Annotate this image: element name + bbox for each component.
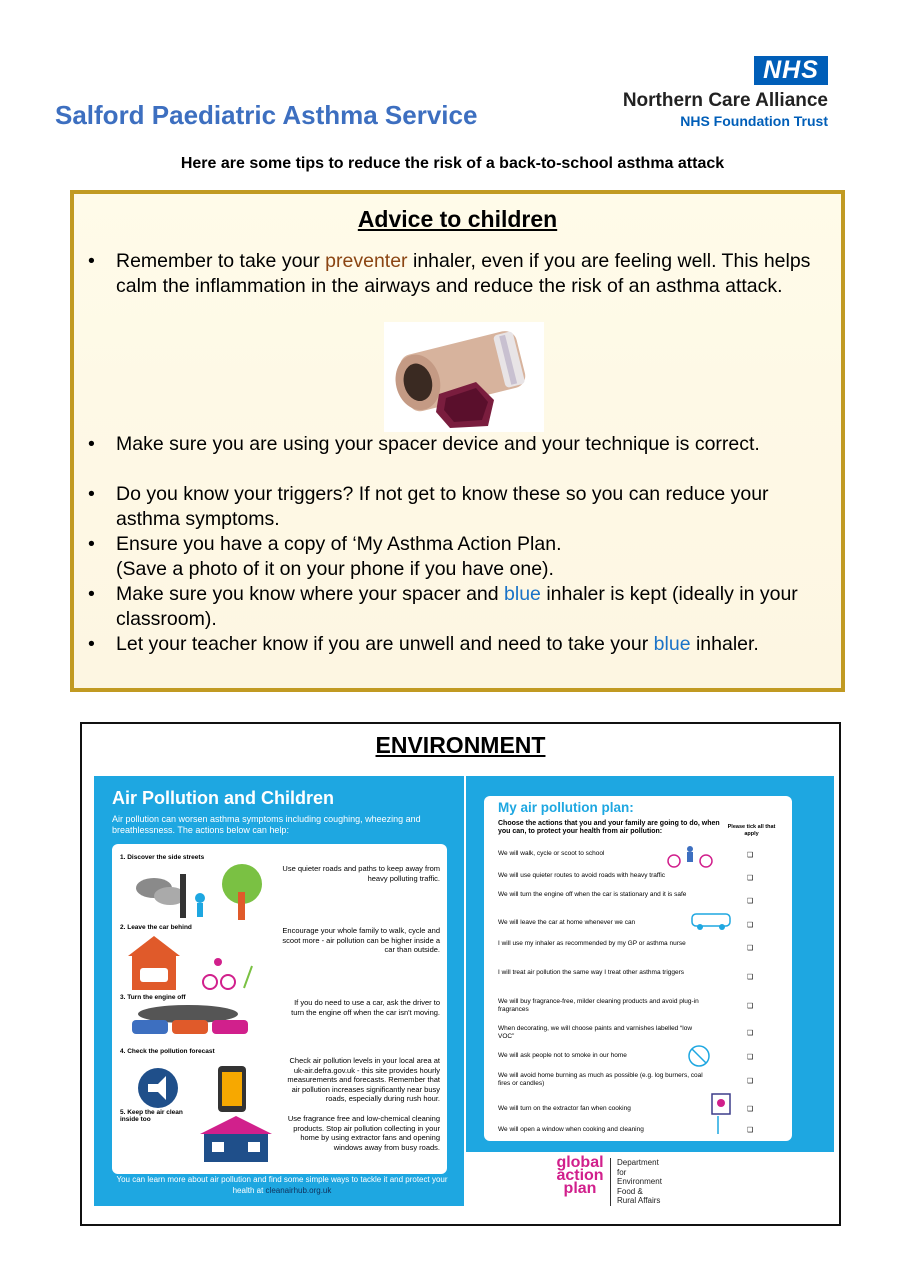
nhs-logo: NHS (754, 56, 828, 85)
environment-title: ENVIRONMENT (375, 732, 546, 758)
advice-box (70, 190, 845, 692)
air-pollution-plan (466, 776, 834, 1204)
side-streets-illustration (132, 862, 272, 920)
page-title: Salford Paediatric Asthma Service (55, 100, 478, 130)
tick-box[interactable]: ❑ (747, 1003, 754, 1010)
org-name: Northern Care Alliance (622, 90, 828, 111)
engine-off-illustration (128, 1002, 268, 1042)
no-smoking-icon (684, 1044, 714, 1068)
step-label: 1. Discover the side streets (120, 854, 205, 861)
poster-footer (112, 1174, 452, 1196)
house-illustration (196, 1114, 276, 1164)
car-icon (690, 908, 732, 932)
trust-name: NHS Foundation Trust (680, 113, 828, 129)
poster-intro: Air pollution can worsen asthma symptoms including coughing, wheezing and breathlessness. The actions below can help: (112, 814, 421, 835)
plan-card (484, 796, 792, 1141)
preventer-inhaler-image (384, 322, 544, 432)
plan-row: We will turn on the extractor fan when cooking (498, 1105, 631, 1112)
step-text: Use quieter roads and paths to keep away from heavy polluting traffic. (282, 864, 440, 883)
tick-header: Please tick all that apply (727, 824, 776, 837)
plan-row: I will use my inhaler as recommended by my GP or asthma nurse (498, 940, 686, 947)
advice-bullet-blue-inhaler (116, 582, 831, 632)
leave-car-illustration (124, 932, 264, 992)
tick-box[interactable]: ❑ (747, 922, 754, 929)
cleanairhub-link[interactable]: cleanairhub.org.uk (265, 1186, 332, 1195)
tick-box[interactable]: ❑ (747, 945, 754, 952)
tick-box[interactable]: ❑ (747, 898, 754, 905)
advice-title: Advice to children (357, 206, 558, 232)
extractor-fan-icon (710, 1092, 734, 1136)
environment-box (80, 722, 841, 1226)
bullet-text: Remember to take your (116, 250, 326, 272)
advice-bullet-spacer: • Make sure you are using your spacer device and your technique is correct. (116, 432, 831, 457)
plan-row: We will ask people not to smoke in our home (498, 1052, 627, 1059)
plan-background (466, 776, 834, 1152)
advice-bullet-triggers: • Do you know your triggers? If not get to know these so you can reduce your asthma symptoms. (116, 482, 831, 532)
step-label: 3. Turn the engine off (120, 994, 186, 1001)
global-action-plan-logo: global action plan (556, 1154, 604, 1197)
plan-row: We will buy fragrance-free, milder cleaning products and avoid plug-in fragrances (498, 998, 699, 1013)
blue-word: blue (653, 633, 691, 655)
plan-row: We will open a window when cooking and cleaning (498, 1126, 644, 1133)
step-label: 5. Keep the air clean inside too (120, 1109, 183, 1123)
plan-row: We will turn the engine off when the car is stationary and it is safe (498, 891, 687, 898)
plan-row: We will use quieter routes to avoid roads with heavy traffic (498, 872, 666, 879)
defra-line: Department (617, 1158, 659, 1167)
tick-box[interactable]: ❑ (747, 1127, 754, 1134)
bullet-line: (Save a photo of it on your phone if you have one). (116, 558, 554, 580)
plan-row: We will leave the car at home whenever we can (498, 919, 636, 926)
tick-box[interactable]: ❑ (747, 852, 754, 859)
air-pollution-poster (94, 776, 464, 1206)
step-text: Encourage your whole family to walk, cycle and scoot more - air pollution can be higher inside a car than outside. (282, 926, 440, 954)
footer-text: You can learn more about air pollution and find some simple ways to tackle it and protect your health at (116, 1175, 448, 1195)
step-text: Use fragrance free and low-chemical cleaning products. Stop air pollution collecting in your home by using extractor fans and opening windows away from busy roads. (287, 1114, 440, 1152)
plan-row: We will avoid home burning as much as possible (e.g. log burners, coal fires or candles) (498, 1072, 703, 1087)
blue-word: blue (504, 583, 541, 605)
step-label: 4. Check the pollution forecast (120, 1048, 215, 1055)
subtitle: Here are some tips to reduce the risk of a back-to-school asthma attack (180, 155, 725, 172)
defra-logo (610, 1158, 662, 1206)
plan-row: I will treat air pollution the same way I treat other asthma triggers (498, 969, 685, 976)
plan-intro: Choose the actions that you and your family are going to do, when you can, to protect your health from air pollution: (498, 820, 720, 835)
bullet-text: inhaler. (690, 633, 759, 655)
poster-title: Air Pollution and Children (112, 788, 334, 808)
forecast-illustration (136, 1062, 256, 1114)
bullet-text: inhaler, even if you are feeling well. This helps calm the inflammation in the airways and reduce the risk of an asthma attack. (116, 250, 811, 297)
bullet-line: • Ensure you have a copy of ‘My Asthma Action Plan. (116, 533, 562, 555)
poster-steps (112, 844, 447, 1174)
defra-line: for Environment (617, 1167, 662, 1186)
advice-bullet-preventer (116, 249, 831, 299)
advice-bullet-teacher (116, 632, 831, 657)
tick-box[interactable]: ❑ (747, 1054, 754, 1061)
step-text: If you do need to use a car, ask the driver to turn the engine off when the car isn't moving. (291, 998, 440, 1017)
advice-bullet-action-plan (116, 532, 831, 582)
plan-row: We will walk, cycle or scoot to school (498, 850, 605, 857)
bullet-text: Make sure you know where your spacer and (116, 583, 505, 605)
bullet-text: inhaler is kept (ideally in your classroom). (116, 583, 798, 630)
plan-row: When decorating, we will choose paints and varnishes labelled “low VOC” (498, 1025, 693, 1040)
defra-line: Food & Rural Affairs (617, 1186, 661, 1205)
tick-box[interactable]: ❑ (747, 875, 754, 882)
tick-box[interactable]: ❑ (747, 1078, 754, 1085)
step-label: 2. Leave the car behind (120, 924, 192, 931)
tick-box[interactable]: ❑ (747, 1106, 754, 1113)
bullet-text: Let your teacher know if you are unwell and need to take your (116, 633, 654, 655)
preventer-word: preventer (325, 250, 408, 272)
tick-box[interactable]: ❑ (747, 974, 754, 981)
plan-title: My air pollution plan: (498, 800, 634, 815)
step-text: Check air pollution levels in your local area at uk-air.defra.gov.uk - this site provides hourly measurements and forecasts. Remember that air pollution increases significantly near busy roads, especially during rush hour. (287, 1056, 440, 1103)
family-cycling-icon (664, 844, 716, 868)
tick-box[interactable]: ❑ (747, 1030, 754, 1037)
